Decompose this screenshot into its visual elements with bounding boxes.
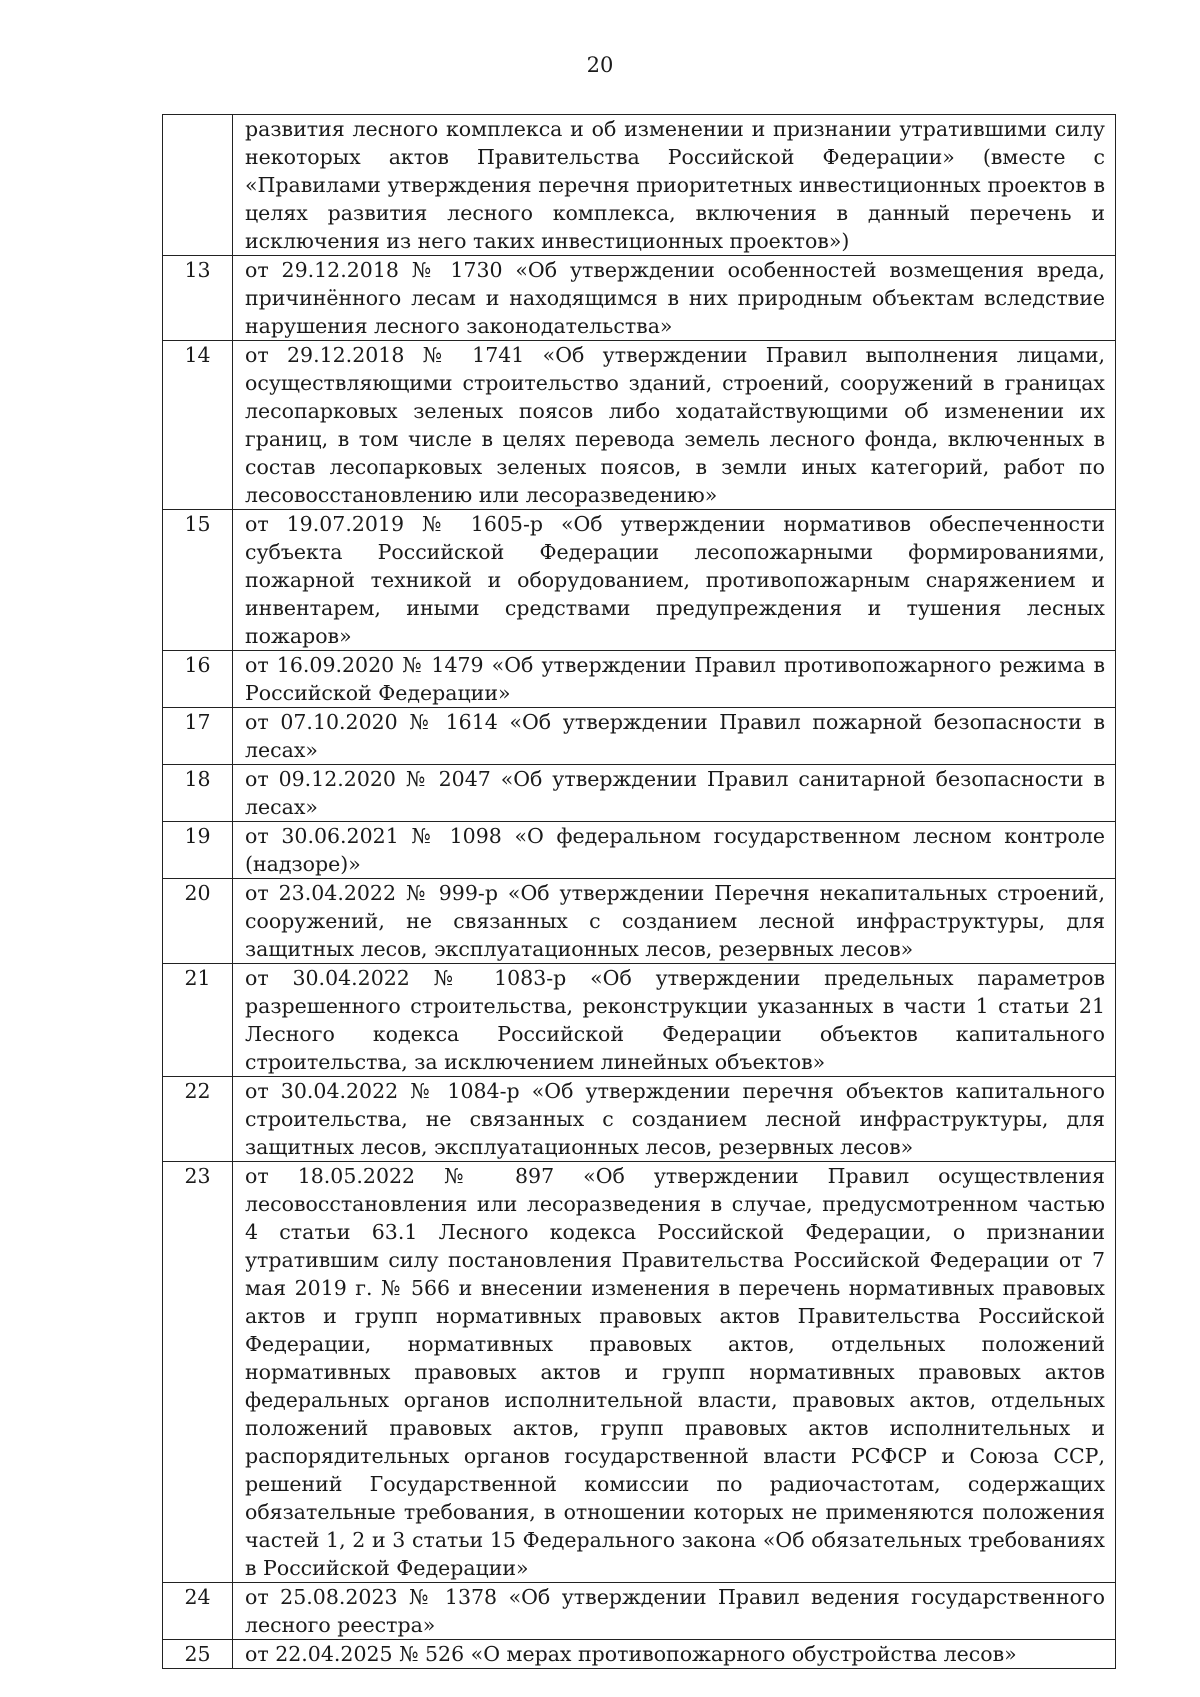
row-number: 14 — [163, 341, 233, 510]
row-number: 13 — [163, 256, 233, 341]
row-text: от 07.10.2020 № 1614 «Об утверждении Правил пожарной безопасности в лесах» — [233, 708, 1116, 765]
table-row — [163, 256, 1116, 341]
table-row — [163, 765, 1116, 822]
table-row — [163, 879, 1116, 964]
row-text: развития лесного комплекса и об изменении и признании утратившими силу некоторых актов Правительства Российской Федерации» (вместе с «Правилами утверждения перечня приоритетных инвестиционных проектов в целях развития лесного комплекса, включения в данный перечень и исключения из него таких инвестиционных проектов») — [233, 115, 1116, 256]
table-row — [163, 115, 1116, 256]
row-text: от 16.09.2020 № 1479 «Об утверждении Правил противопожарного режима в Российской Федерации» — [233, 651, 1116, 708]
row-number: 16 — [163, 651, 233, 708]
row-text: от 29.12.2018 № 1741 «Об утверждении Правил выполнения лицами, осуществляющими строительство зданий, строений, сооружений в границах лесопарковых зеленых поясов либо ходатайствующими об изменении их границ, в том числе в целях перевода земель лесного фонда, включенных в состав лесопарковых зеленых поясов, в земли иных категорий, работ по лесовосстановлению или лесоразведению» — [233, 341, 1116, 510]
row-text: от 30.06.2021 № 1098 «О федеральном государственном лесном контроле (надзоре)» — [233, 822, 1116, 879]
row-number: 19 — [163, 822, 233, 879]
row-text: от 30.04.2022 № 1084-р «Об утверждении перечня объектов капитального строительства, не связанных с созданием лесной инфраструктуры, для защитных лесов, эксплуатационных лесов, резервных лесов» — [233, 1077, 1116, 1162]
row-text: от 18.05.2022 № 897 «Об утверждении Правил осуществления лесовосстановления или лесоразведения в случае, предусмотренном частью 4 статьи 63.1 Лесного кодекса Российской Федерации, о признании утратившим силу постановления Правительства Российской Федерации от 7 мая 2019 г. № 566 и внесении изменения в перечень нормативных правовых актов и групп нормативных правовых актов Правительства Российской Федерации, нормативных правовых актов, отдельных положений нормативных правовых актов и групп нормативных правовых актов федеральных органов исполнительной власти, правовых актов, отдельных положений правовых актов, групп правовых актов исполнительных и распорядительных органов государственной власти РСФСР и Союза ССР, решений Государственной комиссии по радиочастотам, содержащих обязательные требования, в отношении которых не применяются положения частей 1, 2 и 3 статьи 15 Федерального закона «Об обязательных требованиях в Российской Федерации» — [233, 1162, 1116, 1583]
page-number: 20 — [586, 53, 614, 77]
row-number: 17 — [163, 708, 233, 765]
row-text: от 30.04.2022 № 1083-р «Об утверждении предельных параметров разрешенного строительства, реконструкции указанных в части 1 статьи 21 Лесного кодекса Российской Федерации объектов капитального строительства, за исключением линейных объектов» — [233, 964, 1116, 1077]
row-text: от 25.08.2023 № 1378 «Об утверждении Правил ведения государственного лесного реестра» — [233, 1583, 1116, 1640]
row-number — [163, 115, 233, 256]
row-number: 22 — [163, 1077, 233, 1162]
table-row — [163, 341, 1116, 510]
table-row — [163, 651, 1116, 708]
row-text: от 29.12.2018 № 1730 «Об утверждении особенностей возмещения вреда, причинённого лесам и находящимся в них природным объектам вследствие нарушения лесного законодательства» — [233, 256, 1116, 341]
row-number: 20 — [163, 879, 233, 964]
row-text: от 19.07.2019 № 1605-р «Об утверждении нормативов обеспеченности субъекта Российской Федерации лесопожарными формированиями, пожарной техникой и оборудованием, противопожарным снаряжением и инвентарем, иными средствами предупреждения и тушения лесных пожаров» — [233, 510, 1116, 651]
table-row — [163, 1077, 1116, 1162]
table-row — [163, 708, 1116, 765]
row-text: от 23.04.2022 № 999-р «Об утверждении Перечня некапитальных строений, сооружений, не связанных с созданием лесной инфраструктуры, для защитных лесов, эксплуатационных лесов, резервных лесов» — [233, 879, 1116, 964]
table-row — [163, 1162, 1116, 1583]
row-number: 23 — [163, 1162, 233, 1583]
row-text: от 09.12.2020 № 2047 «Об утверждении Правил санитарной безопасности в лесах» — [233, 765, 1116, 822]
row-number: 24 — [163, 1583, 233, 1640]
row-number: 21 — [163, 964, 233, 1077]
row-number: 15 — [163, 510, 233, 651]
row-number: 18 — [163, 765, 233, 822]
row-number: 25 — [163, 1640, 233, 1669]
table-row — [163, 1640, 1116, 1669]
table-row — [163, 964, 1116, 1077]
table-row — [163, 822, 1116, 879]
legal-acts-table — [162, 114, 1116, 1669]
row-text: от 22.04.2025 № 526 «О мерах противопожарного обустройства лесов» — [233, 1640, 1116, 1669]
table-row — [163, 510, 1116, 651]
table-row — [163, 1583, 1116, 1640]
